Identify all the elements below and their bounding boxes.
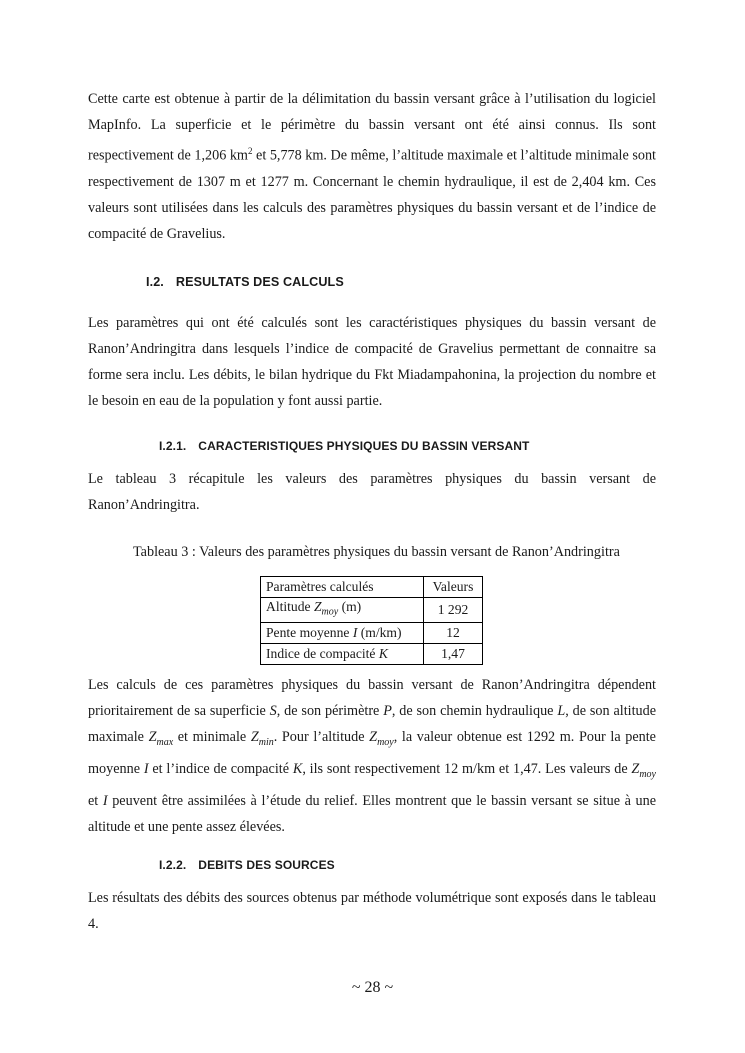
results-paragraph: Les paramètres qui ont été calculés sont les caractéristiques physiques du bassin versant de Ranon’Andringitra dans lesquels l’indice de compacité de Gravelius permettant de connaitre sa forme sera inclu. Les débits, le bilan hydrique du Fkt Miadampahonina, la projection du nombre et le besoin en eau de la population y font aussi partie. [88,315,656,409]
table-header-row [261,577,483,598]
table-row [261,622,483,643]
intro-paragraph: Cette carte est obtenue à partir de la délimitation du bassin versant grâce à l’utilisation du logiciel MapInfo. La superficie et le périmètre du bassin versant ont été ainsi connus. Ils sont respectivement de 1,206 $km^2$ et 5,778 km. De même, l’altitude maximale et l’altitude minimale sont respectivement de 1307 m et 1277 m. Concernant le chemin hydraulique, il est de 2,404 km. Ces valeurs sont utilisées dans les calculs des paramètres physiques du bassin versant et de l’indice de compacité de Gravelius. [88,91,656,242]
value-cell: 1,47 [424,643,483,664]
discussion-paragraph: Les calculs de ces paramètres physiques du bassin versant de Ranon’Andringitra dépendent prioritairement de sa superficie S, de son périmètre P, de son chemin hydraulique L, de son altitude maximale $Z_{max}$ et minimale $Z_{min}$. Pour l’altitude $Z_{moy}$, la valeur obtenue est 1292 m. Pour la pente moyenne I et l’indice de compacité K, ils sont respectivement 12 m/km et 1,47. Les valeurs de $Z_{moy}$ et I peuvent être assimilées à l’étude du relief. Elles montrent que le bassin versant se situe à une altitude et une pente assez élevées. [88,677,657,835]
table-row [261,643,483,664]
section-number: I.2.2. [159,858,187,872]
section-number: I.2. [146,275,164,289]
section-title: DEBITS DES SOURCES [198,858,335,872]
param-cell: Indice de compacité K [261,643,424,664]
flow-paragraph: Les résultats des débits des sources obtenus par méthode volumétrique sont exposés dans le tableau 4. [88,890,656,932]
table-row [261,598,483,623]
page-number: ~ 28 ~ [351,979,394,996]
value-cell: 12 [424,622,483,643]
header-cell: Valeurs [424,577,483,598]
param-cell: Altitude $Z_{moy}$ (m) [261,598,424,623]
section-number: I.2.1. [159,439,187,453]
section-heading-1-2-1 [159,439,529,453]
param-cell: Pente moyenne I (m/km) [261,622,424,643]
header-cell: Paramètres calculés [261,577,424,598]
physical-parameters-table [260,576,483,665]
table-caption: Tableau 3 : Valeurs des paramètres physiques du bassin versant de Ranon’Andringitra [133,544,620,560]
table-intro-paragraph: Le tableau 3 récapitule les valeurs des paramètres physiques du bassin versant de Ranon’Andringitra. [88,471,656,513]
section-title: CARACTERISTIQUES PHYSIQUES DU BASSIN VERSANT [198,439,530,453]
section-heading-1-2 [146,275,344,289]
section-heading-1-2-2 [159,858,335,872]
superscript-2: 2 [247,146,253,156]
value-cell: 1 292 [424,598,483,623]
section-title: RESULTATS DES CALCULS [175,275,344,289]
